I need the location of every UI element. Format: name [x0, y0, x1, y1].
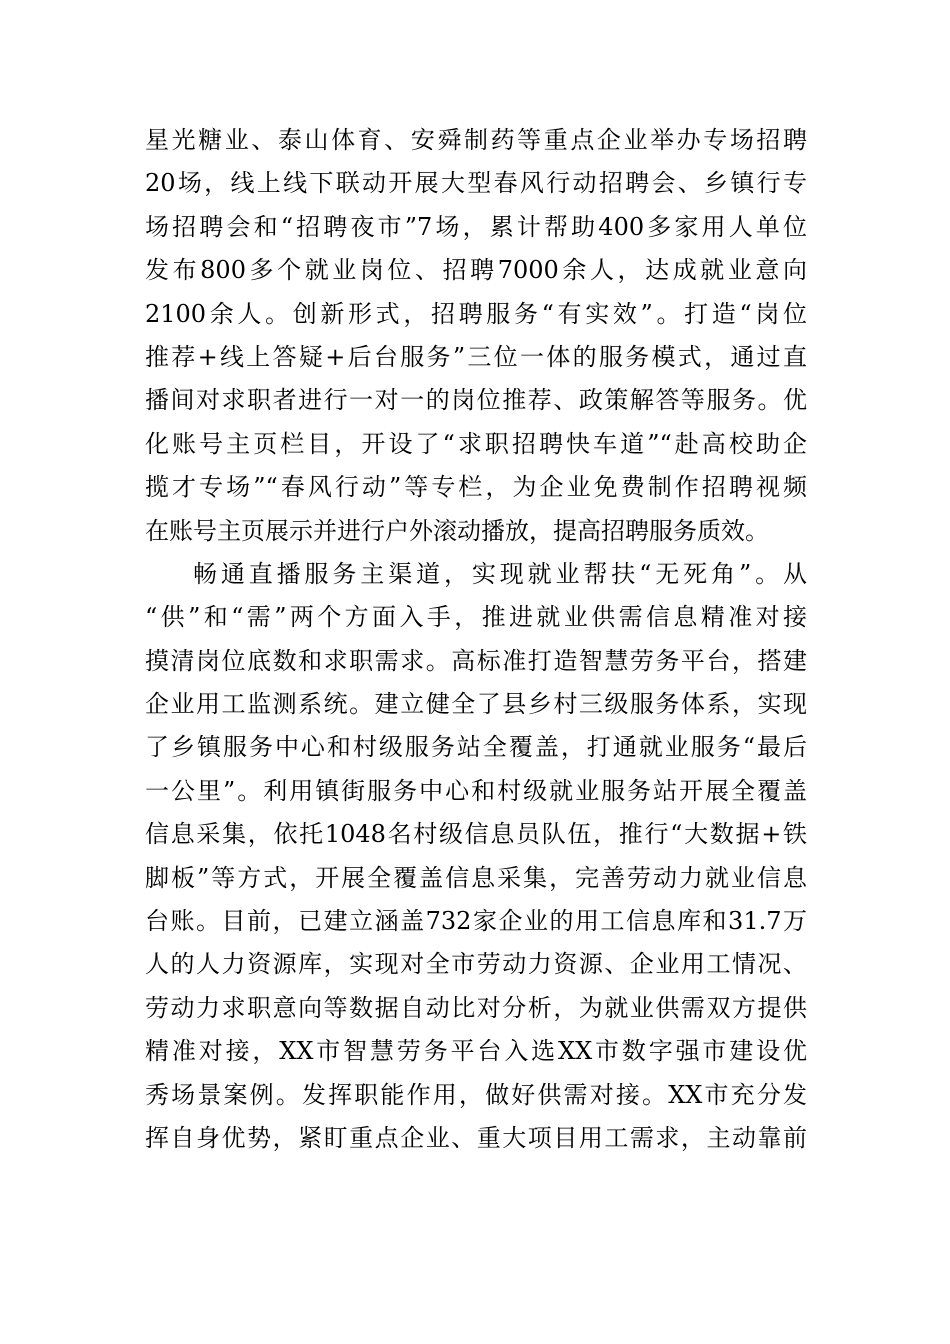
text-line: 2100余人。创新形式，招聘服务“有实效”。打造“岗位 — [145, 299, 807, 328]
text-line: 企业用工监测系统。建立健全了县乡村三级服务体系，实现 — [145, 690, 807, 719]
text-line: 脚板”等方式，开展全覆盖信息采集，完善劳动力就业信息 — [145, 863, 807, 892]
document-body — [145, 119, 807, 1160]
text-line: 精准对接，XX市智慧劳务平台入选XX市数字强市建设优 — [145, 1037, 807, 1066]
text-line: 场招聘会和“招聘夜市”7场，累计帮助400多家用人单位 — [145, 212, 807, 241]
paragraph-2 — [145, 553, 807, 1160]
text-line: 星光糖业、泰山体育、安舜制药等重点企业举办专场招聘 — [145, 126, 807, 154]
text-line: 化账号主页栏目，开设了“求职招聘快车道”“赴高校助企 — [145, 429, 807, 458]
text-line: 台账。目前，已建立涵盖732家企业的用工信息库和31.7万 — [145, 907, 807, 936]
text-line: 播间对求职者进行一对一的岗位推荐、政策解答等服务。优 — [145, 386, 807, 415]
text-line: 挥自身优势，紧盯重点企业、重大项目用工需求，主动靠前 — [145, 1123, 807, 1152]
text-line: 揽才专场”“春风行动”等专栏，为企业免费制作招聘视频 — [145, 473, 807, 502]
paragraph-1 — [145, 119, 807, 553]
text-line: 20场，线上线下联动开展大型春风行动招聘会、乡镇行专 — [145, 169, 807, 198]
text-line: 摸清岗位底数和求职需求。高标准打造智慧劳务平台，搭建 — [145, 646, 807, 675]
text-line: 秀场景案例。发挥职能作用，做好供需对接。XX市充分发 — [145, 1080, 807, 1109]
text-line: 一公里”。利用镇街服务中心和村级就业服务站开展全覆盖 — [145, 776, 807, 805]
text-line: 畅通直播服务主渠道，实现就业帮扶“无死角”。从 — [193, 559, 807, 588]
text-line: 在账号主页展示并进行户外滚动播放，提高招聘服务质效。 — [145, 516, 769, 545]
text-line: 人的人力资源库，实现对全市劳动力资源、企业用工情况、 — [145, 950, 807, 979]
text-line: “供”和“需”两个方面入手，推进就业供需信息精准对接 — [145, 603, 807, 632]
text-line: 劳动力求职意向等数据自动比对分析，为就业供需双方提供 — [145, 993, 807, 1022]
text-line: 发布800多个就业岗位、招聘7000余人，达成就业意向 — [145, 256, 807, 285]
text-line: 信息采集，依托1048名村级信息员队伍，推行“大数据+铁 — [145, 820, 807, 849]
text-line: 了乡镇服务中心和村级服务站全覆盖，打通就业服务“最后 — [145, 733, 807, 762]
text-line: 推荐+线上答疑+后台服务”三位一体的服务模式，通过直 — [145, 342, 807, 371]
